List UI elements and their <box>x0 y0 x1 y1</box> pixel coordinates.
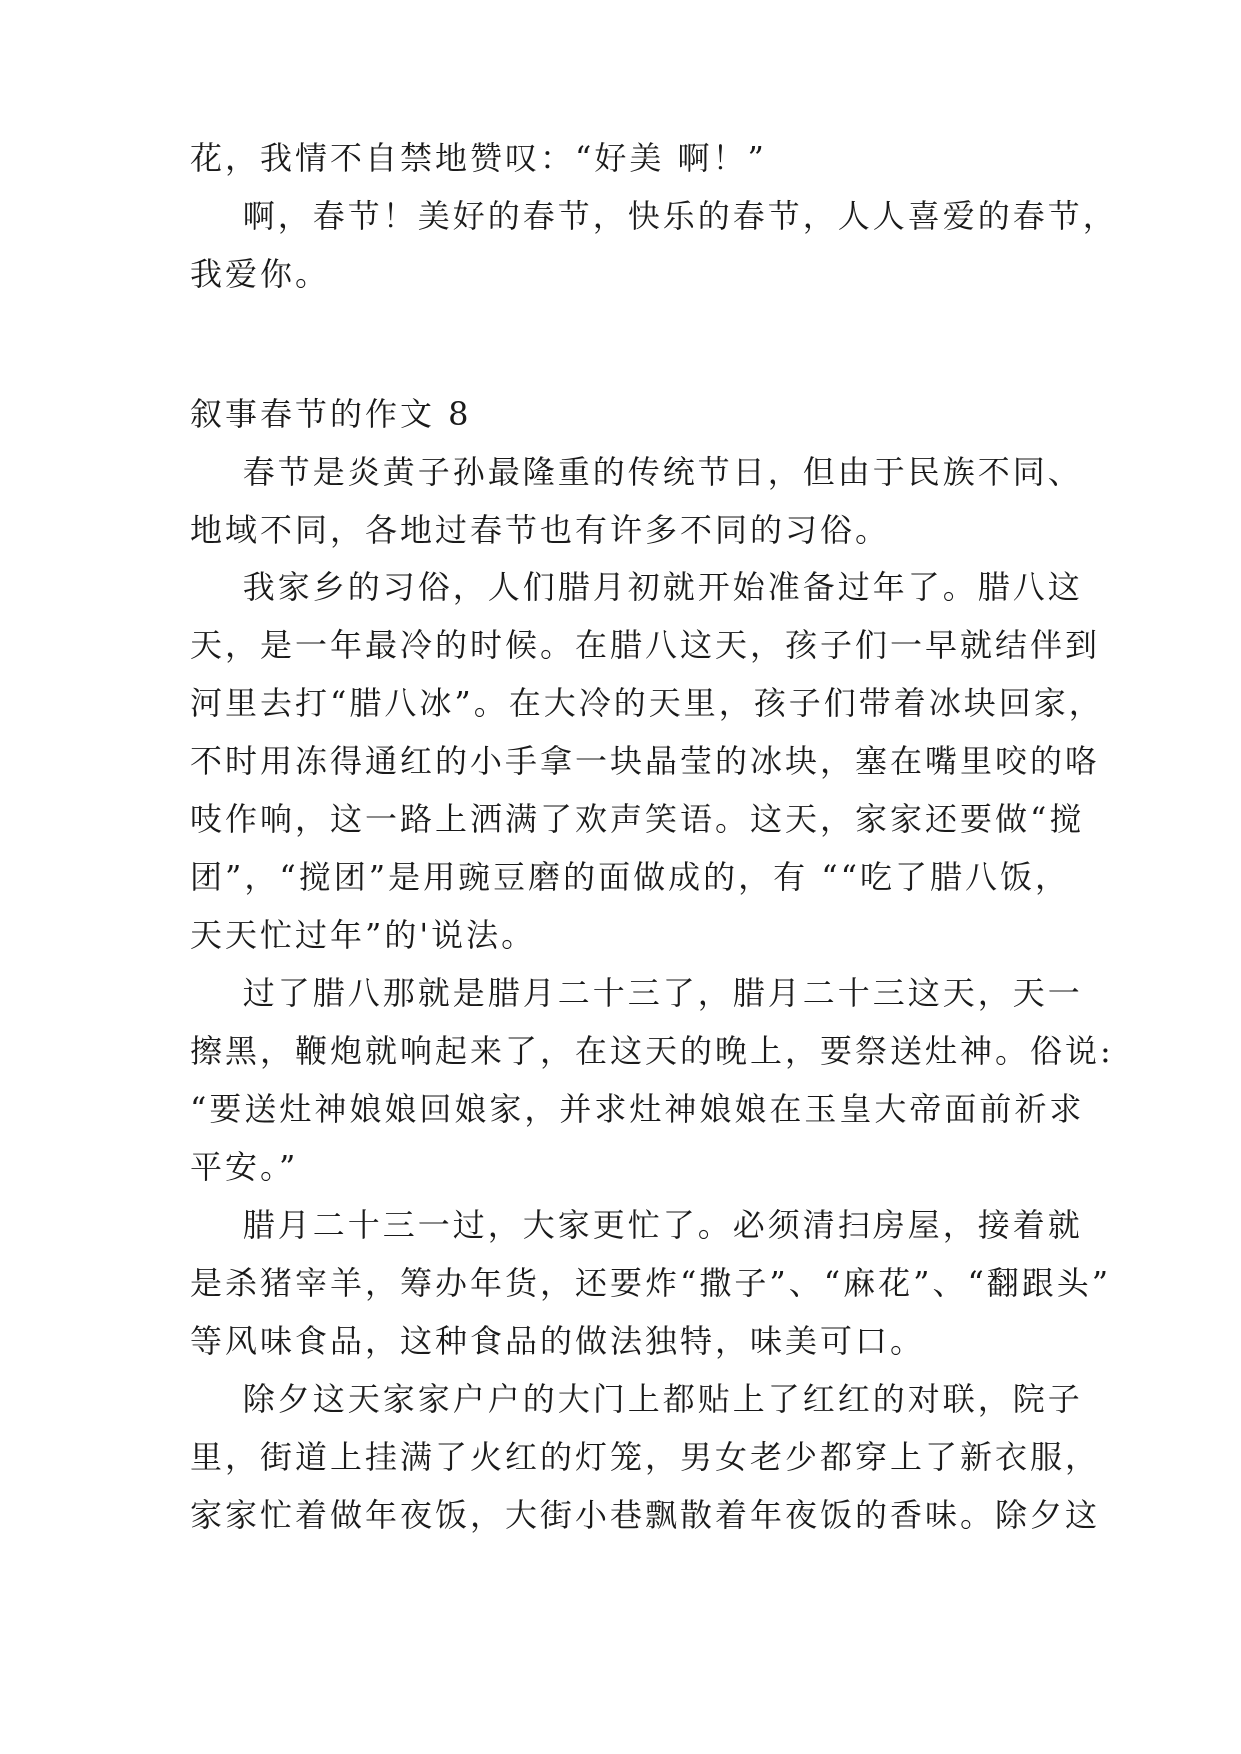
text-line: 平安。” <box>190 1148 299 1186</box>
text-line: 过了腊八那就是腊月二十三了，腊月二十三这天，天一 <box>190 974 1083 1012</box>
text-line: 地域不同，各地过春节也有许多不同的习俗。 <box>190 511 891 549</box>
text-line: 天天忙过年”的'说法。 <box>190 916 537 954</box>
text-line: 我家乡的习俗，人们腊月初就开始准备过年了。腊八这 <box>190 568 1083 606</box>
text-line: 等风味食品，这种食品的做法独特，味美可口。 <box>190 1322 926 1360</box>
section-heading: 叙事春节的作文 8 <box>190 395 472 433</box>
text-line: 春节是炎黄子孙最隆重的传统节日，但由于民族不同、 <box>190 453 1083 491</box>
text-line: “要送灶神娘娘回娘家，并求灶神娘娘在玉皇大帝面前祈求 <box>190 1090 1085 1128</box>
text-line: 我爱你。 <box>190 255 331 293</box>
text-line: 花，我情不自禁地赞叹：“好美 啊！” <box>190 139 767 177</box>
text-line: 不时用冻得通红的小手拿一块晶莹的冰块，塞在嘴里咬的咯 <box>190 742 1101 780</box>
text-line: 除夕这天家家户户的大门上都贴上了红红的对联，院子 <box>190 1380 1083 1418</box>
text-line: 吱作响，这一路上洒满了欢声笑语。这天，家家还要做“搅 <box>190 800 1085 838</box>
text-line: 河里去打“腊八冰”。在大冷的天里，孩子们带着冰块回家， <box>190 684 1104 722</box>
text-line: 团”，“搅团”是用豌豆磨的面做成的，有 ““吃了腊八饭， <box>190 858 1070 896</box>
text-line: 擦黑，鞭炮就响起来了，在这天的晚上，要祭送灶神。俗说: <box>190 1032 1114 1070</box>
text-line: 腊月二十三一过，大家更忙了。必须清扫房屋，接着就 <box>190 1206 1083 1244</box>
text-line: 啊，春节！美好的春节，快乐的春节，人人喜爱的春节， <box>190 197 1118 235</box>
text-line: 家家忙着做年夜饭，大街小巷飘散着年夜饭的香味。除夕这 <box>190 1496 1101 1534</box>
text-line: 是杀猪宰羊，筹办年货，还要炸“撒子”、“麻花”、“翻跟头” <box>190 1264 1112 1302</box>
text-line: 里，街道上挂满了火红的灯笼，男女老少都穿上了新衣服， <box>190 1438 1101 1476</box>
text-line: 天，是一年最冷的时候。在腊八这天，孩子们一早就结伴到 <box>190 626 1101 664</box>
